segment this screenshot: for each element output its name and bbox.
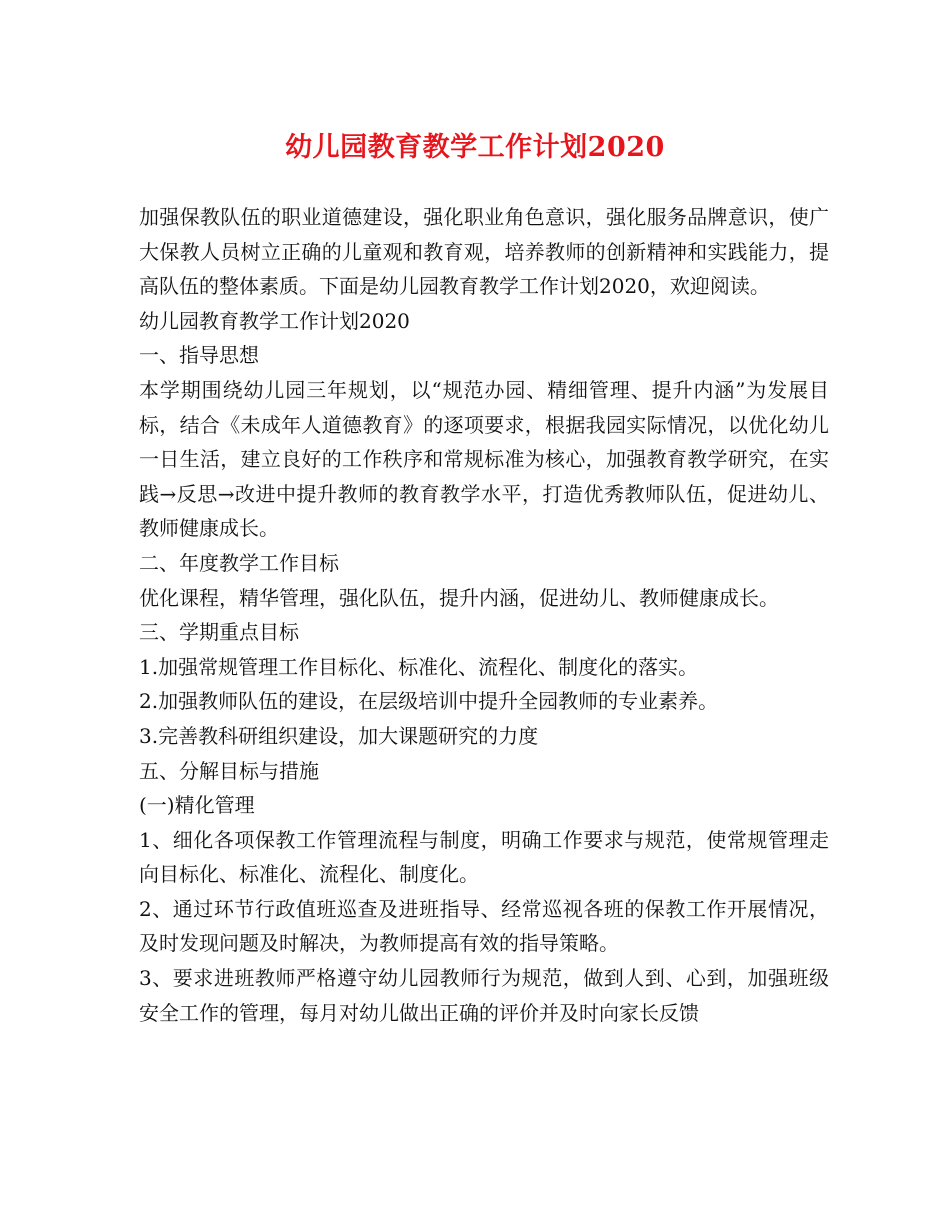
- section-heading-annual-goals: 二、年度教学工作目标: [139, 550, 339, 575]
- measure-item: 2、通过环节行政值班巡查及进班指导、经常巡视各班的保教工作开展情况，及时发现问题及时解决，为教师提高有效的指导策略。: [139, 896, 829, 956]
- intro-paragraph: 加强保教队伍的职业道德建设，强化职业角色意识，强化服务品牌意识，使广大保教人员树立正确的儿童观和教育观，培养教师的创新精神和实践能力，提高队伍的整体素质。下面是幼儿园教育教学工作计划2020，欢迎阅读。: [139, 205, 829, 299]
- subtitle-line: 幼儿园教育教学工作计划2020: [139, 308, 410, 333]
- guiding-ideology-paragraph: 本学期围绕幼儿园三年规划，以“规范办园、精细管理、提升内涵”为发展目标，结合《未成年人道德教育》的逐项要求，根据我园实际情况，以优化幼儿一日生活，建立良好的工作秩序和常规标准为核心，加强教育教学研究，在实践→反思→改进中提升教师的教育教学水平，打造优秀教师队伍，促进幼儿、教师健康成长。: [139, 377, 829, 541]
- semester-goal-item: 3.完善教科研组织建设，加大课题研究的力度: [139, 723, 539, 748]
- subsection-heading-refined-management: (一)精化管理: [139, 793, 255, 818]
- semester-goal-item: 1.加强常规管理工作目标化、标准化、流程化、制度化的落实。: [139, 654, 699, 679]
- section-heading-semester-goals: 三、学期重点目标: [139, 620, 299, 645]
- semester-goal-item: 2.加强教师队伍的建设，在层级培训中提升全园教师的专业素养。: [139, 689, 719, 714]
- document-body: [139, 200, 829, 1030]
- annual-goals-paragraph: 优化课程，精华管理，强化队伍，提升内涵，促进幼儿、教师健康成长。: [139, 585, 779, 610]
- document-title: 幼儿园教育教学工作计划2020: [285, 132, 665, 163]
- measure-item: 1、细化各项保教工作管理流程与制度，明确工作要求与规范，使常规管理走向目标化、标准化、流程化、制度化。: [139, 827, 829, 887]
- measure-item: 3、要求进班教师严格遵守幼儿园教师行为规范，做到人到、心到，加强班级安全工作的管理，每月对幼儿做出正确的评价并及时向家长反馈: [139, 966, 829, 1025]
- section-heading-guiding-ideology: 一、指导思想: [139, 343, 259, 368]
- section-heading-measures: 五、分解目标与措施: [139, 758, 319, 783]
